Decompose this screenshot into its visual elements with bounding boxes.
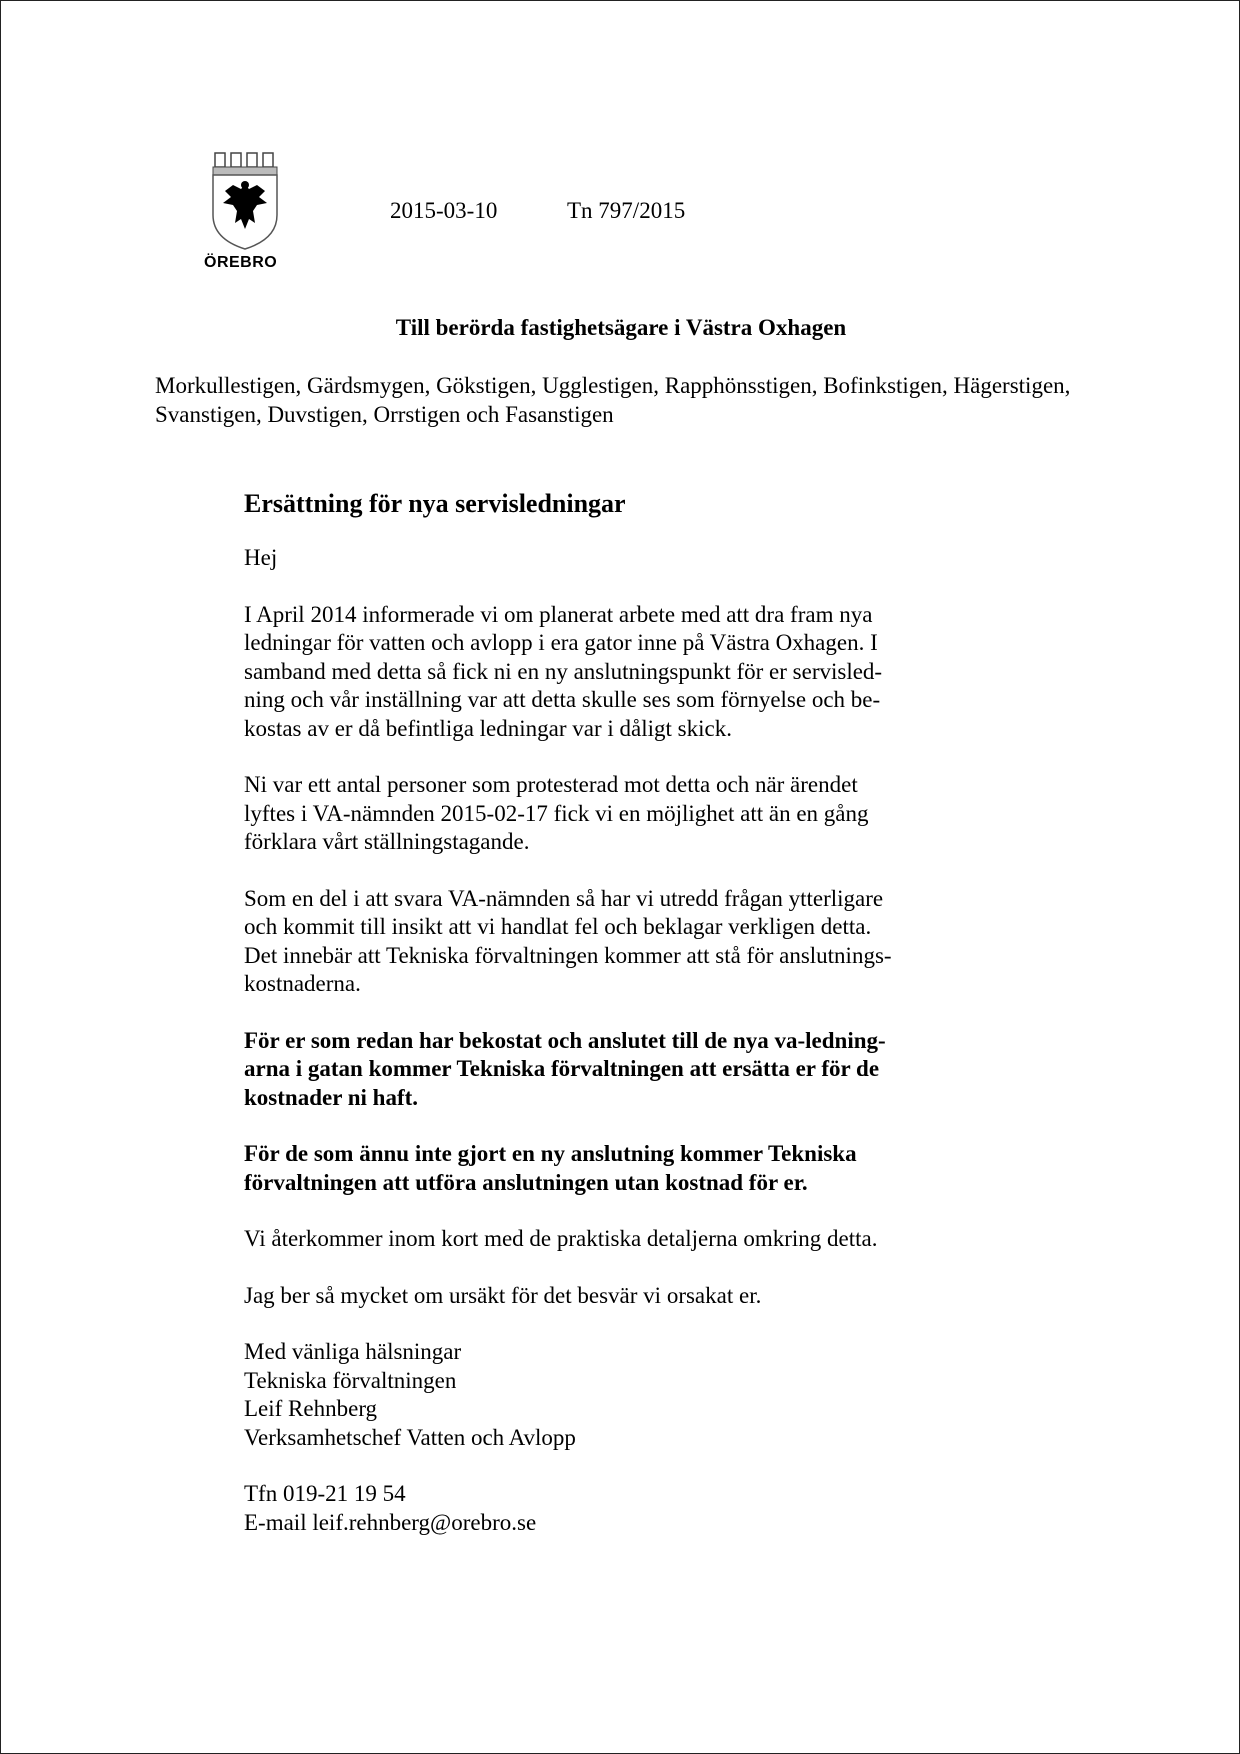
text-line: I April 2014 informerade vi om planerat arbete med att dra fram nya [244,601,873,627]
text-line: Ni var ett antal personer som protesterad mot detta och när ärendet [244,772,858,797]
text-line: För er som redan har bekostat och anslutet till de nya va-ledning- [244,1027,886,1053]
paragraph: Jag ber så mycket om ursäkt för det besvär vi orsakat er. [244,1282,762,1308]
case-reference: Tn 797/2015 [567,198,686,223]
paragraph [244,771,1004,857]
signature-closing: Med vänliga hälsningar [244,1339,462,1364]
logo-wordmark: ÖREBRO [204,254,278,271]
signature-role: Verksamhetschef Vatten och Avlopp [244,1424,576,1450]
text-line: lyftes i VA-nämnden 2015-02-17 fick vi en möjlighet att än en gång [244,800,869,826]
letter-title: Ersättning för nya servisledningar [244,489,626,518]
letter-date: 2015-03-10 [390,198,498,223]
text-line: För de som ännu inte gjort en ny anslutning kommer Tekniska [244,1141,857,1166]
street-list-line: Hägerstigen, Svanstigen, Duvstigen, Orrstigen och Fasanstigen [155,373,1071,427]
contact-phone: Tfn 019-21 19 54 [244,1481,406,1506]
text-line: samband med detta så fick ni en ny anslutningspunkt för er servisled- [244,658,883,684]
text-line: Som en del i att svara VA-nämnden så har vi utredd frågan ytterligare [244,885,884,911]
text-line: ning och vår inställning var att detta skulle ses som förnyelse och be- [244,687,881,712]
text-line: Det innebär att Tekniska förvaltningen kommer att stå för anslutnings- [244,942,892,968]
text-line: och kommit till insikt att vi handlat fel och beklagar verkligen detta. [244,914,872,939]
recipient-heading: Till berörda fastighetsägare i Västra Oxhagen [395,315,847,340]
letter-body [244,488,1004,1565]
paragraph [244,885,1004,999]
contact-block [244,1480,1004,1537]
text-line: kostnader ni haft. [244,1084,419,1110]
bold-paragraph [244,1140,1004,1197]
signature-block [244,1338,1004,1452]
text-line: kostas av er då befintliga ledningar var i dåligt skick. [244,715,732,741]
greeting: Hej [244,545,278,570]
text-line: arna i gatan kommer Tekniska förvaltningen att ersätta er för de [244,1056,880,1081]
signature-name: Leif Rehnberg [244,1396,378,1421]
text-line: förvaltningen att utföra anslutningen utan kostnad för er. [244,1169,808,1195]
text-line: förklara vårt ställningstagande. [244,829,530,854]
street-list [155,372,1075,429]
signature-department: Tekniska förvaltningen [244,1367,457,1393]
contact-email: E-mail leif.rehnberg@orebro.se [244,1509,537,1535]
paragraph: Vi återkommer inom kort med de praktiska detaljerna omkring detta. [244,1226,878,1251]
bold-paragraph [244,1027,1004,1113]
orebro-coat-of-arms-icon [211,151,281,251]
text-line: ledningar för vatten och avlopp i era gator inne på Västra Oxhagen. I [244,630,878,655]
text-line: kostnaderna. [244,971,361,996]
street-list-line: Morkullestigen, Gärdsmygen, Gökstigen, Ugglestigen, Rapphönsstigen, Bofinkstigen, [155,373,948,398]
paragraph [244,601,1004,744]
